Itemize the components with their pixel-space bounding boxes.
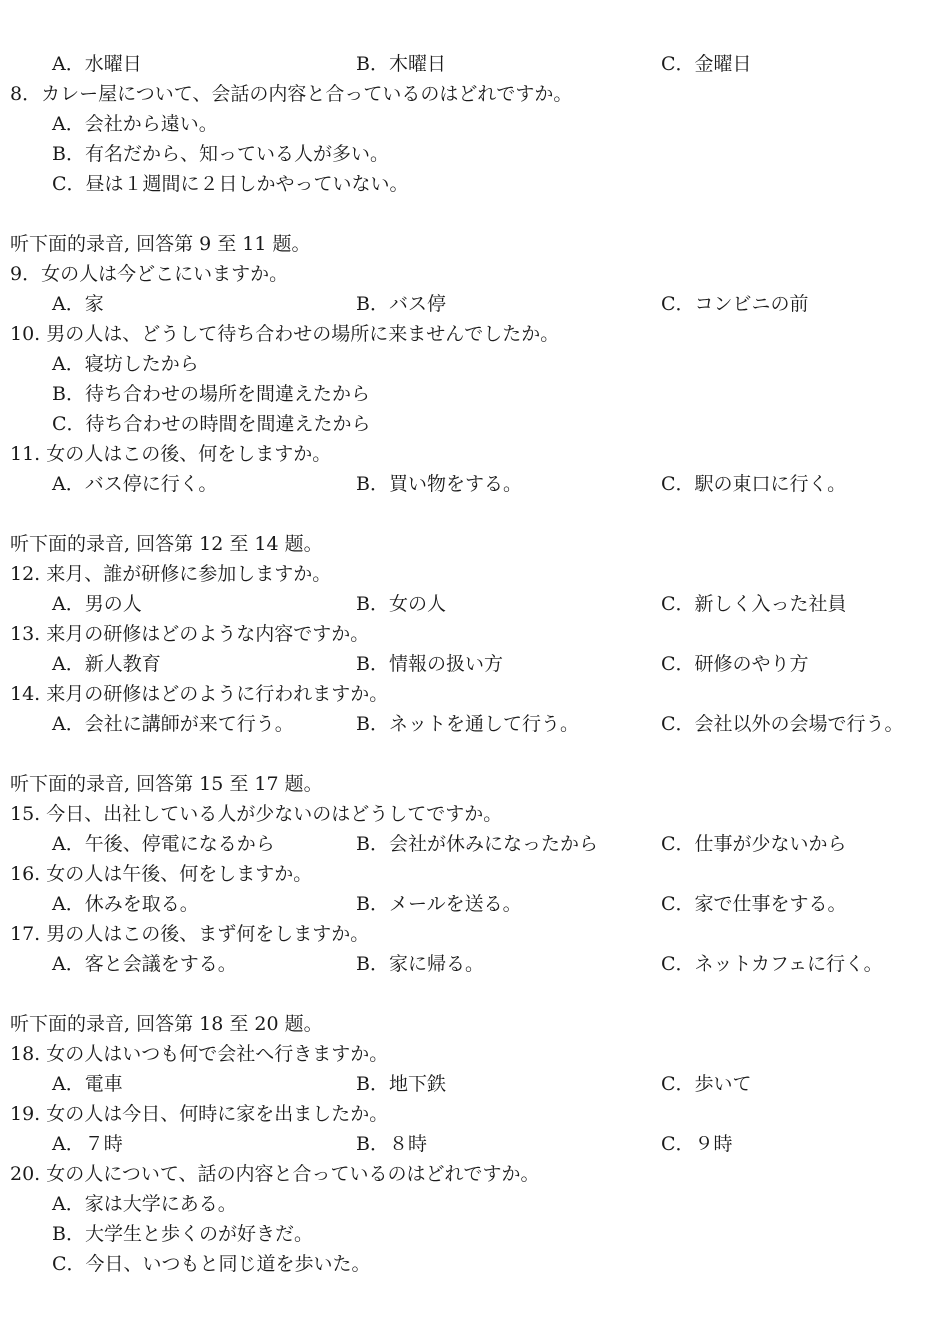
option-line: C．今日、いつもと同じ道を歩いた。 bbox=[52, 1253, 371, 1275]
option-line: C．昼は１週間に２日しかやっていない。 bbox=[52, 173, 409, 195]
option-line: B．待ち合わせの場所を間違えたから bbox=[52, 383, 370, 405]
option-row bbox=[0, 1072, 950, 1096]
section-instruction: 听下面的录音, 回答第 12 至 14 题。 bbox=[10, 533, 323, 555]
option-b: B．ネットを通して行う。 bbox=[356, 713, 579, 735]
option-a: A．電車 bbox=[52, 1073, 123, 1095]
option-row bbox=[0, 1132, 950, 1156]
question-text: 15. 今日、出社している人が少ないのはどうしてですか。 bbox=[10, 803, 503, 825]
option-row bbox=[0, 472, 950, 496]
option-a: A．家 bbox=[52, 293, 104, 315]
option-b: B．情報の扱い方 bbox=[356, 653, 503, 675]
option-line: A．会社から遠い。 bbox=[52, 113, 218, 135]
option-row bbox=[0, 652, 950, 676]
option-c: C．ネットカフェに行く。 bbox=[661, 953, 883, 975]
option-b: B．バス停 bbox=[356, 293, 446, 315]
option-line: B．有名だから、知っている人が多い。 bbox=[52, 143, 389, 165]
option-line: A．寝坊したから bbox=[52, 353, 199, 375]
option-a: A．午後、停電になるから bbox=[52, 833, 275, 855]
section-instruction: 听下面的录音, 回答第 9 至 11 题。 bbox=[10, 233, 311, 255]
question-text: 18. 女の人はいつも何で会社へ行きますか。 bbox=[10, 1043, 389, 1065]
question-text: 19. 女の人は今日、何時に家を出ましたか。 bbox=[10, 1103, 389, 1125]
option-c: C．会社以外の会場で行う。 bbox=[661, 713, 904, 735]
option-row bbox=[0, 52, 950, 76]
option-c: C．新しく入った社員 bbox=[661, 593, 847, 615]
question-text: 10. 男の人は、どうして待ち合わせの場所に来ませんでしたか。 bbox=[10, 323, 560, 345]
option-b: B．地下鉄 bbox=[356, 1073, 446, 1095]
option-a: A．男の人 bbox=[52, 593, 142, 615]
option-a: A．水曜日 bbox=[52, 53, 142, 75]
section-instruction: 听下面的录音, 回答第 15 至 17 题。 bbox=[10, 773, 323, 795]
option-b: B．会社が休みになったから bbox=[356, 833, 598, 855]
option-a: A．休みを取る。 bbox=[52, 893, 199, 915]
question-text: 14. 来月の研修はどのように行われますか。 bbox=[10, 683, 389, 705]
option-c: C．研修のやり方 bbox=[661, 653, 809, 675]
option-row bbox=[0, 292, 950, 316]
question-text: 13. 来月の研修はどのような内容ですか。 bbox=[10, 623, 370, 645]
option-row bbox=[0, 592, 950, 616]
option-b: B．メールを送る。 bbox=[356, 893, 522, 915]
option-line: B．大学生と歩くのが好きだ。 bbox=[52, 1223, 313, 1245]
option-row bbox=[0, 952, 950, 976]
question-text: 20. 女の人について、話の内容と合っているのはどれですか。 bbox=[10, 1163, 540, 1185]
option-c: C．歩いて bbox=[661, 1073, 752, 1095]
question-text: 16. 女の人は午後、何をしますか。 bbox=[10, 863, 313, 885]
question-text: 12. 来月、誰が研修に参加しますか。 bbox=[10, 563, 332, 585]
option-c: C．金曜日 bbox=[661, 53, 752, 75]
option-b: B．木曜日 bbox=[356, 53, 446, 75]
option-c: C．駅の東口に行く。 bbox=[661, 473, 847, 495]
option-line: A．家は大学にある。 bbox=[52, 1193, 237, 1215]
question-text: 17. 男の人はこの後、まず何をしますか。 bbox=[10, 923, 370, 945]
option-c: C．家で仕事をする。 bbox=[661, 893, 847, 915]
option-b: B．買い物をする。 bbox=[356, 473, 522, 495]
option-row bbox=[0, 832, 950, 856]
option-row bbox=[0, 892, 950, 916]
option-a: A．７時 bbox=[52, 1133, 123, 1155]
question-text: 9．女の人は今どこにいますか。 bbox=[10, 263, 289, 285]
option-line: C．待ち合わせの時間を間違えたから bbox=[52, 413, 371, 435]
option-a: A．新人教育 bbox=[52, 653, 161, 675]
option-a: A．客と会議をする。 bbox=[52, 953, 237, 975]
option-b: B．家に帰る。 bbox=[356, 953, 484, 975]
option-a: A．バス停に行く。 bbox=[52, 473, 218, 495]
option-c: C．コンビニの前 bbox=[661, 293, 809, 315]
option-c: C．９時 bbox=[661, 1133, 733, 1155]
option-row bbox=[0, 712, 950, 736]
question-text: 8．カレー屋について、会話の内容と合っているのはどれですか。 bbox=[10, 83, 573, 105]
question-text: 11. 女の人はこの後、何をしますか。 bbox=[10, 443, 332, 465]
option-a: A．会社に講師が来て行う。 bbox=[52, 713, 294, 735]
option-b: B．女の人 bbox=[356, 593, 446, 615]
section-instruction: 听下面的录音, 回答第 18 至 20 题。 bbox=[10, 1013, 323, 1035]
option-c: C．仕事が少ないから bbox=[661, 833, 847, 855]
option-b: B．８時 bbox=[356, 1133, 427, 1155]
